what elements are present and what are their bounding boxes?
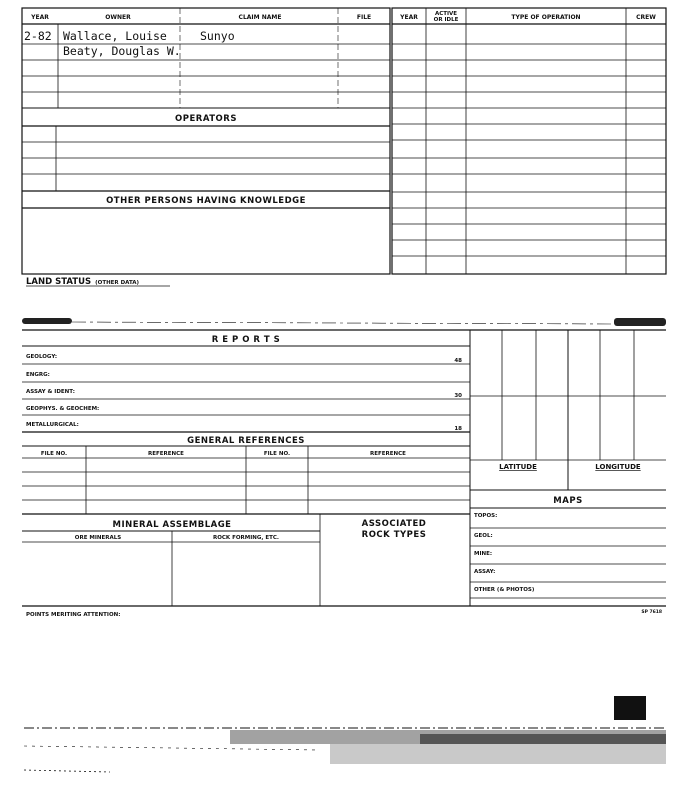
land-status [26, 277, 170, 287]
reference-header-2: REFERENCE [370, 451, 406, 457]
mine-label: MINE: [474, 551, 493, 557]
general-references [22, 436, 470, 514]
owner-entry-2: Beaty, Douglas W. [63, 44, 181, 58]
operations-table [392, 8, 666, 274]
maps-heading: MAPS [553, 496, 583, 506]
owner-header: OWNER [105, 14, 131, 21]
claim-table [22, 8, 390, 274]
reports-heading: R E P O R T S [211, 335, 281, 345]
scan-noise-line [24, 746, 320, 750]
land-status-label: LAND STATUS [26, 277, 92, 287]
year-header: YEAR [31, 14, 49, 21]
geol-label: GEOL: [474, 533, 493, 539]
rock-forming-header: ROCK FORMING, ETC. [212, 535, 280, 541]
longitude-label: LONGITUDE [595, 463, 641, 471]
reference-header-1: REFERENCE [148, 451, 184, 457]
other-photos-label: OTHER (& PHOTOS) [474, 587, 535, 593]
topos-label: TOPOS: [474, 513, 498, 519]
active-header-line2: OR IDLE [433, 17, 459, 23]
active-header-line1: ACTIVE [434, 11, 458, 17]
land-status-note: (OTHER DATA) [95, 280, 140, 286]
engrg-label: ENGRG: [26, 372, 50, 378]
operations-table-border [392, 8, 666, 274]
scan-noise-band [330, 744, 666, 764]
type-of-operation-header: TYPE OF OPERATION [511, 14, 581, 21]
scan-artifact-block [614, 696, 646, 720]
associated-rock-types-heading-1: ASSOCIATED [361, 519, 427, 529]
general-references-heading: GENERAL REFERENCES [187, 436, 305, 446]
scan-artifact [614, 318, 666, 326]
mineral-assemblage-heading: MINERAL ASSEMBLAGE [112, 520, 232, 530]
assay-ident-label: ASSAY & IDENT: [26, 389, 75, 395]
geology-label: GEOLOGY: [26, 354, 58, 360]
scan-noise-band [420, 734, 666, 744]
file-no-header-1: FILE NO. [40, 451, 68, 457]
scan-noise-line [24, 770, 110, 772]
operations-year-header: YEAR [400, 14, 418, 21]
claim-name-entry: Sunyo [200, 29, 235, 43]
form-code: SP 7618 [641, 610, 662, 615]
scan-artifact-band [22, 318, 666, 326]
ore-minerals-header: ORE MINERALS [74, 535, 122, 541]
latitude-label: LATITUDE [499, 463, 537, 471]
metallurgical-label: METALLURGICAL: [26, 422, 79, 428]
file-no-header-2: FILE NO. [263, 451, 291, 457]
claim-name-header: CLAIM NAME [238, 14, 282, 21]
assay-number: 30 [454, 393, 462, 399]
geophys-label: GEOPHYS. & GEOCHEM: [26, 406, 100, 412]
claim-year-entry: 2-82 [24, 29, 52, 43]
location-maps-panel [470, 330, 666, 606]
scan-artifact-line [72, 322, 614, 324]
operations-rows [392, 44, 666, 256]
other-persons-heading: OTHER PERSONS HAVING KNOWLEDGE [106, 196, 306, 206]
land-status-heading [26, 277, 140, 287]
metallurgical-number: 18 [454, 426, 462, 432]
scan-artifact [22, 318, 72, 324]
assay-map-label: ASSAY: [474, 569, 496, 575]
operators-heading: OPERATORS [175, 114, 237, 124]
reports-section [22, 330, 666, 432]
scan-noise-region [24, 696, 666, 772]
associated-rock-types-heading-2: ROCK TYPES [361, 530, 427, 540]
file-header: FILE [356, 14, 372, 21]
owner-entry-1: Wallace, Louise [63, 29, 167, 43]
geology-number: 48 [454, 358, 462, 364]
crew-header: CREW [636, 14, 656, 21]
points-meriting-attention-label: POINTS MERITING ATTENTION: [26, 612, 121, 618]
